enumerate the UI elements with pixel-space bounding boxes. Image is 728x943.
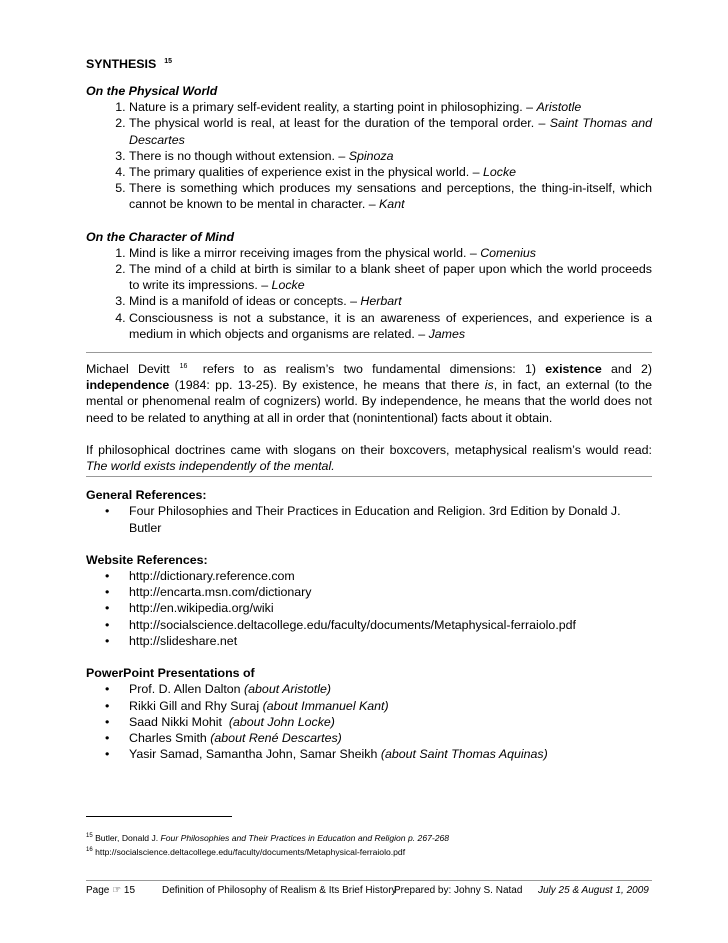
list-item — [105, 568, 652, 584]
term-existence: existence — [545, 362, 602, 377]
list-item — [105, 617, 652, 633]
item-text: The primary qualities of experience exist in the physical world. – — [129, 165, 483, 180]
bullet-icon: • — [105, 698, 110, 713]
presentation-topic: (about Immanuel Kant) — [262, 698, 389, 713]
bullet-icon: • — [105, 714, 110, 729]
reference-link[interactable]: http://encarta.msn.com/dictionary — [129, 585, 312, 600]
item-text: Mind is like a mirror receiving images from the physical world. – — [129, 245, 481, 260]
footnote-number: 15 — [86, 833, 93, 839]
list-item — [129, 261, 652, 293]
bullet-icon: • — [105, 730, 110, 745]
reference-link[interactable]: http://slideshare.net — [129, 633, 238, 648]
footer-title: Definition of Philosophy of Realism & Its Brief History — [162, 885, 397, 896]
website-references-heading: Website References: — [86, 552, 208, 567]
text-run: and 2) — [601, 362, 653, 377]
presentation-topic: (about Aristotle) — [244, 682, 332, 697]
list-item — [105, 681, 652, 697]
list-item — [105, 600, 652, 616]
author-name: Michael Devitt — [86, 362, 170, 377]
footer-author: Prepared by: Johny S. Natad — [394, 885, 523, 896]
item-author: Locke — [271, 278, 305, 293]
item-author: James — [428, 326, 466, 341]
item-text: There is something which produces my sensations and perceptions, the thing-in-itself, which cannot be known to be mental in character. – — [129, 181, 652, 212]
list-item — [129, 310, 652, 342]
spacer — [86, 649, 652, 665]
item-author: Comenius — [480, 245, 536, 260]
list-item — [105, 746, 652, 762]
item-author: Locke — [483, 165, 517, 180]
title-text: SYNTHESIS — [86, 57, 157, 71]
text-run: (1984: pp. 13-25). By existence, he means that there — [169, 378, 485, 393]
presentation-topic: (about John Locke) — [228, 714, 335, 729]
footnote-ref: 16 — [179, 363, 188, 371]
page-number: Page ☞ 15 — [86, 885, 135, 896]
slogan-paragraph — [86, 442, 652, 474]
spacer — [86, 426, 652, 442]
general-references-heading: General References: — [86, 488, 207, 503]
item-author: Saint Thomas and Descartes — [129, 116, 652, 147]
powerpoint-list — [86, 681, 652, 762]
item-author: Herbart — [360, 294, 402, 309]
website-references-list — [86, 568, 652, 649]
bullet-icon: • — [105, 504, 110, 519]
text-run: If philosophical doctrines came with slogans on their boxcovers, metaphysical realism’s would read: — [86, 442, 652, 457]
list-item — [105, 503, 652, 535]
bullet-icon: • — [105, 601, 110, 616]
section-heading-physical: On the Physical World — [86, 84, 218, 98]
divider — [86, 352, 652, 353]
bullet-icon: • — [105, 585, 110, 600]
slogan-quote: The world exists independently of the mental. — [86, 459, 335, 474]
bullet-icon: • — [105, 569, 110, 584]
reference-link[interactable]: http://en.wikipedia.org/wiki — [129, 601, 274, 616]
footnote — [86, 844, 652, 858]
presenter-name: Yasir Samad, Samantha John, Samar Sheikh — [129, 747, 381, 762]
footnotes — [86, 830, 652, 858]
footnote — [86, 830, 652, 844]
presenter-name: Rikki Gill and Rhy Suraj — [129, 698, 263, 713]
text-run: , in fact, an external (to the mental or phenomenal realm of cognizers) world. By independence, he means that the world does not need to be related to anything at all in order that (nonintentional) facts about it obtain. — [86, 378, 652, 425]
list-item — [129, 180, 652, 212]
list-item — [129, 245, 652, 261]
presenter-name: Prof. D. Allen Dalton — [129, 682, 245, 697]
item-text: Nature is a primary self-evident reality, a starting point in philosophizing. – — [129, 100, 537, 115]
footnote-ref: 15 — [164, 58, 173, 65]
physical-world-list — [86, 99, 652, 212]
item-text: The mind of a child at birth is similar to a blank sheet of paper upon which the world proceeds to write its impressions. – — [129, 262, 652, 293]
powerpoint-heading: PowerPoint Presentations of — [86, 666, 255, 681]
page-title — [86, 56, 652, 74]
reference-link[interactable]: http://dictionary.reference.com — [129, 569, 295, 584]
list-item — [105, 633, 652, 649]
bullet-icon: • — [105, 633, 110, 648]
list-item — [105, 730, 652, 746]
reference-link[interactable]: http://socialscience.deltacollege.edu/faculty/documents/Metaphysical-ferraiolo.pdf — [129, 617, 576, 632]
bullet-icon: • — [105, 747, 110, 762]
list-item — [129, 148, 652, 164]
item-text: Consciousness is not a substance, it is an awareness of experiences, and experience is a medium in which objects and organisms are related. – — [129, 310, 652, 341]
footnote-text: Butler, Donald J. — [95, 832, 161, 843]
presenter-name: Charles Smith — [129, 730, 211, 745]
list-item — [105, 584, 652, 600]
divider — [86, 476, 652, 477]
item-text: The physical world is real, at least for the duration of the temporal order. – — [129, 116, 550, 131]
list-item — [105, 698, 652, 714]
list-item — [105, 714, 652, 730]
list-item — [129, 164, 652, 180]
item-author: Spinoza — [348, 148, 394, 163]
page-footer — [86, 880, 652, 897]
list-item — [129, 293, 652, 309]
item-text: There is no though without extension. – — [129, 148, 349, 163]
presentation-topic: (about René Descartes) — [210, 730, 342, 745]
bullet-icon: • — [105, 682, 110, 697]
document-page — [86, 56, 652, 762]
list-item — [129, 99, 652, 115]
item-author: Kant — [379, 197, 405, 212]
footnote-link[interactable]: http://socialscience.deltacollege.edu/faculty/documents/Metaphysical-ferraiolo.pdf — [95, 846, 406, 857]
footnote-separator — [86, 816, 232, 817]
footnote-number: 16 — [86, 846, 93, 853]
reference-text: Four Philosophies and Their Practices in Education and Religion. 3rd Edition by Donald J. Butler — [129, 504, 621, 535]
emphasis: is — [484, 378, 494, 393]
presentation-topic: (about Saint Thomas Aquinas) — [380, 747, 548, 762]
character-of-mind-list — [86, 245, 652, 342]
item-text: Mind is a manifold of ideas or concepts. – — [129, 294, 361, 309]
devitt-paragraph — [86, 361, 652, 426]
general-references-list — [86, 503, 652, 535]
bullet-icon: • — [105, 617, 110, 632]
spacer — [86, 536, 652, 552]
text-run: refers to as realism’s two fundamental dimensions: 1) — [202, 362, 546, 377]
section-heading-mind: On the Character of Mind — [86, 229, 235, 244]
footnote-title: Four Philosophies and Their Practices in Education and Religion p. 267-268 — [160, 832, 450, 843]
item-author: Aristotle — [536, 100, 582, 115]
term-independence: independence — [86, 378, 170, 393]
presenter-name: Saad Nikki Mohit — [129, 714, 229, 729]
footer-date: July 25 & August 1, 2009 — [538, 885, 649, 896]
list-item — [129, 115, 652, 147]
